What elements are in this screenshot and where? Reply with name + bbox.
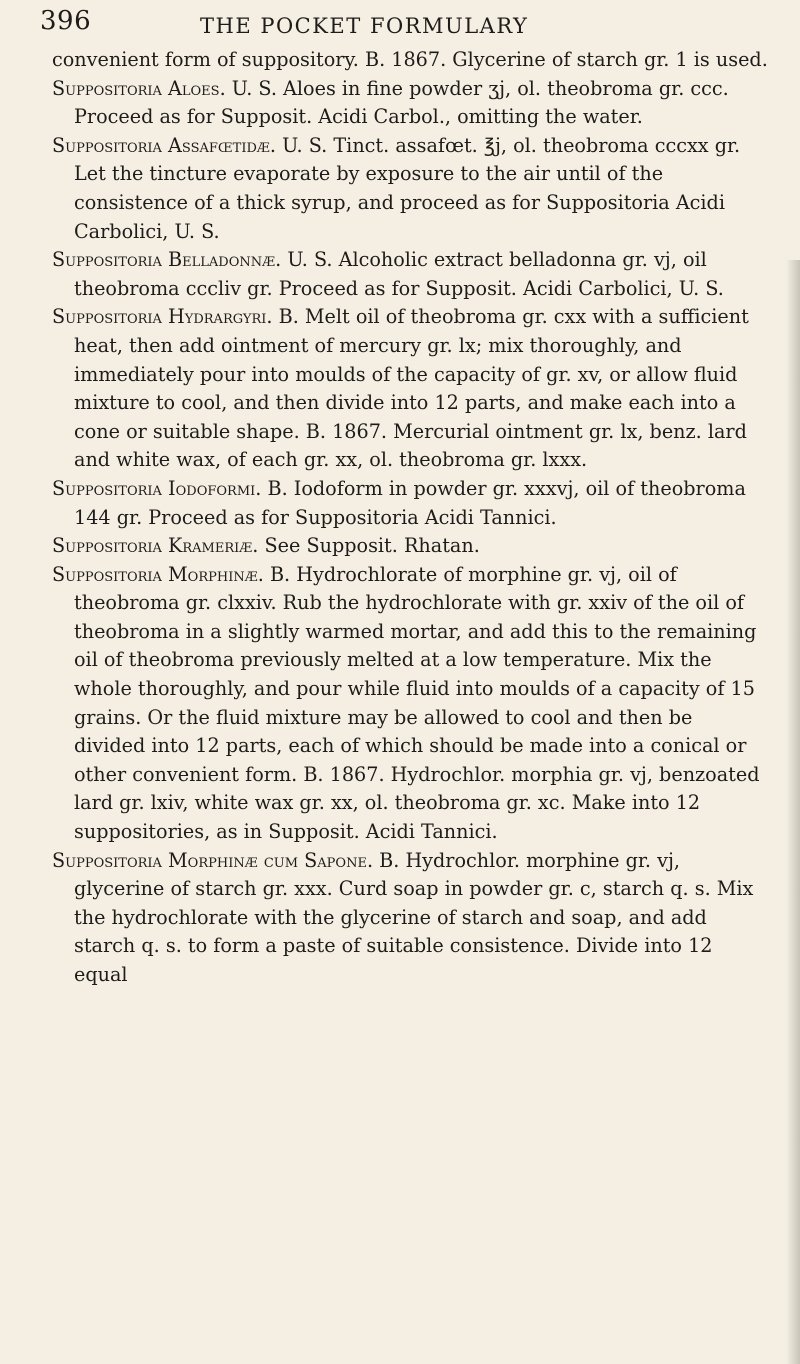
entry-suppositoria-morphinae bbox=[52, 561, 768, 847]
entry-heading: Suppositoria Morphinæ cum Sapone. bbox=[52, 848, 374, 872]
entry-heading: Suppositoria Hydrargyri. bbox=[52, 305, 273, 329]
page-edge-shadow bbox=[786, 260, 800, 1364]
entry-suppositoria-belladonnae bbox=[52, 246, 768, 303]
entry-suppositoria-krameriae bbox=[52, 532, 768, 561]
page-header bbox=[40, 6, 780, 46]
entry-text: See Supposit. Rhatan. bbox=[258, 534, 480, 558]
entry-text: B. Hydrochlor. morphine gr. vj, glycerine of starch gr. xxx. Curd soap in powder gr. c, starch q. s. Mix the hydrochlorate with the glycerine of starch and soap, and add starch q. s. to form a paste of suitable consistence. Divide into 12 equal bbox=[74, 848, 754, 986]
entry-continuation bbox=[52, 46, 768, 75]
entry-text: U. S. Alcoholic extract belladonna gr. vj, oil theobroma cccliv gr. Proceed as for Supposit. Acidi Carbolici, U. S. bbox=[74, 248, 724, 300]
entry-suppositoria-aloes bbox=[52, 75, 768, 132]
entry-heading: Suppositoria Aloes. bbox=[52, 76, 226, 100]
entry-text: convenient form of suppository. B. 1867. Glycerine of starch gr. 1 is used. bbox=[52, 48, 768, 71]
entry-heading: Suppositoria Krameriæ. bbox=[52, 534, 259, 558]
entry-text: B. Hydrochlorate of morphine gr. vj, oil of theobroma gr. clxxiv. Rub the hydrochlorate with gr. xxiv of the oil of theobroma in a slightly warmed mortar, and add this to the remaining oil of theobroma previously melted at a low temperature. Mix the whole thoroughly, and pour while fluid into moulds of a capacity of 15 grains. Or the fluid mixture may be allowed to cool and then be divided into 12 parts, each of which should be made into a conical or other convenient form. B. 1867. Hydrochlor. morphia gr. vj, benzoated lard gr. lxiv, white wax gr. xx, ol. theobroma gr. xc. Make into 12 suppositories, as in Supposit. Acidi Tannici. bbox=[74, 562, 760, 844]
entry-heading: Suppositoria Morphinæ. bbox=[52, 562, 264, 586]
entry-suppositoria-assafoetidae bbox=[52, 132, 768, 246]
entry-text: B. Iodoform in powder gr. xxxvj, oil of theobroma 144 gr. Proceed as for Suppositoria Acidi Tannici. bbox=[74, 476, 746, 529]
entry-heading: Suppositoria Iodoformi. bbox=[52, 476, 262, 500]
entry-text: U. S. Aloes in fine powder ʒj, ol. theobroma gr. ccc. Proceed as for Supposit. Acidi Carbol., omitting the water. bbox=[74, 76, 729, 129]
formulary-text bbox=[52, 46, 768, 990]
page-number: 396 bbox=[40, 6, 92, 36]
entry-suppositoria-hydrargyri bbox=[52, 303, 768, 475]
entry-text: U. S. Tinct. assafœt. ℥j, ol. theobroma cccxx gr. Let the tincture evaporate by exposure to the air until of the consistence of a thick syrup, and proceed as for Suppositoria Acidi Carbolici, U. S. bbox=[74, 133, 741, 243]
entry-suppositoria-iodoformi bbox=[52, 475, 768, 532]
entry-suppositoria-morphinae-cum-sapone bbox=[52, 847, 768, 990]
entry-text: B. Melt oil of theobroma gr. cxx with a sufficient heat, then add ointment of mercury gr. lx; mix thoroughly, and immediately pour into moulds of the capacity of gr. xv, or allow fluid mixture to cool, and then divide into 12 parts, and make each into a cone or suitable shape. B. 1867. Mercurial ointment gr. lx, benz. lard and white wax, of each gr. xx, ol. theobroma gr. lxxx. bbox=[74, 305, 749, 472]
entry-heading: Suppositoria Belladonnæ. bbox=[52, 248, 282, 272]
running-head: THE POCKET FORMULARY bbox=[200, 14, 529, 38]
entry-heading: Suppositoria Assafœtidæ. bbox=[52, 133, 277, 157]
